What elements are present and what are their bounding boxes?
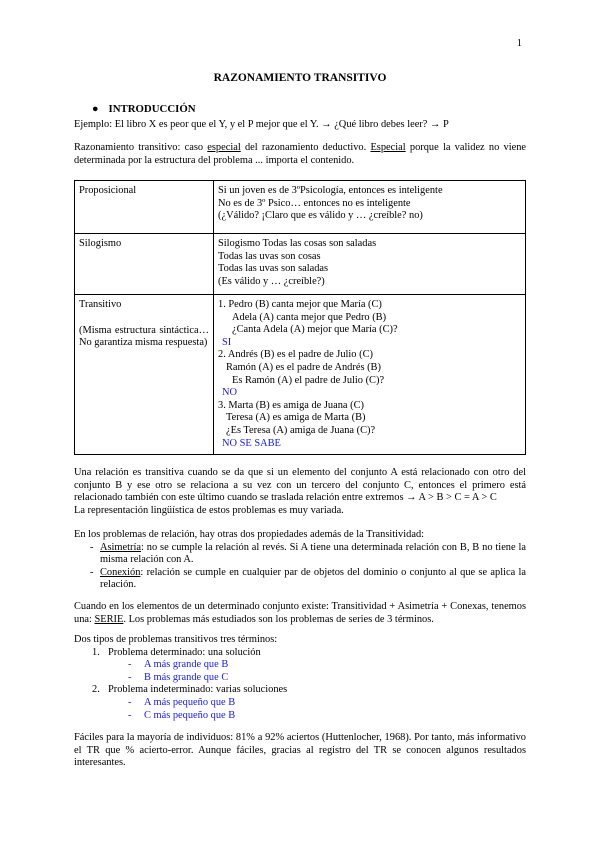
table-label-text: Transitivo xyxy=(79,299,122,310)
section-title: INTRODUCCIÓN xyxy=(108,103,196,115)
section-heading xyxy=(92,103,196,116)
table-line: Todas las uvas son cosas xyxy=(218,250,321,262)
table-line: ¿Es Teresa (A) amiga de Juana (C)? xyxy=(226,424,376,436)
final-paragraph: Fáciles para la mayoría de individuos: 81% a 92% aciertos (Huttenlocher, 1968). Por tanto, más informativo el TR que % acierto-error. Aunque fáciles, gracias al registro del TR se conocen algunos resultados interesantes. xyxy=(74,732,526,769)
list-item: - A más pequeño que B xyxy=(128,696,236,708)
type-label: Problema determinado: una solución xyxy=(108,646,261,658)
properties-block xyxy=(74,529,526,592)
definition-emphasis: Especial xyxy=(370,142,406,153)
sub-item: B más grande que C xyxy=(144,671,229,683)
list-item: - C más pequeño que B xyxy=(128,709,236,721)
table-label: Silogismo xyxy=(75,234,214,295)
list-item xyxy=(74,684,526,697)
list-number: 2. xyxy=(92,684,100,696)
table-line: 3. Marta (B) es amiga de Juana (C) xyxy=(218,399,364,411)
table-note: (Misma estructura sintáctica… No garantiza misma respuesta) xyxy=(79,324,209,349)
table-line: (Es válido y … ¿creíble?) xyxy=(218,275,325,287)
list-item xyxy=(74,647,526,660)
definition-paragraph xyxy=(74,142,526,167)
property-term: Conexión xyxy=(100,566,141,578)
table-line: No es de 3º Psico… entonces no es inteligente xyxy=(218,197,411,209)
page-number: 1 xyxy=(516,38,522,49)
series-text: Cuando en los elementos de un determinado conjunto existe: Transitividad + Asimetría + Conexas, tenemos una: xyxy=(74,601,526,625)
comparison-table xyxy=(74,180,526,455)
table-line: Adela (A) canta mejor que Pedro (B) xyxy=(232,311,387,323)
property-text: : relación se cumple en cualquier par de objetos del dominio o conjunto al que se aplica la relación. xyxy=(100,566,526,591)
table-cell xyxy=(214,234,526,295)
definition-emphasis: especial xyxy=(207,142,241,153)
answer-label: SI xyxy=(222,336,232,348)
types-intro: Dos tipos de problemas transitivos tres términos: xyxy=(74,634,278,645)
sub-item: C más pequeño que B xyxy=(144,709,236,721)
list-item: - A más grande que B xyxy=(128,659,229,671)
table-label xyxy=(75,295,214,455)
list-item: - Asimetría: no se cumple la relación al revés. Si A tiene una determinada relación con B, B no tiene la misma relación con A. xyxy=(90,541,526,566)
type-label: Problema indeterminado: varias soluciones xyxy=(108,684,288,696)
list-number: 1. xyxy=(92,646,100,658)
series-paragraph xyxy=(74,601,526,626)
table-line: 2. Andrés (B) es el padre de Julio (C) xyxy=(218,349,373,361)
example-line: Ejemplo: El libro X es peor que el Y, y el P mejor que el Y. → ¿Qué libro debes leer? → P xyxy=(74,119,449,130)
relation-paragraph: Una relación es transitiva cuando se da que si un elemento del conjunto A está relacionado con otro del conjunto B y ese otro se relaciona a su vez con un tercero del conjunto C, entonces el primero está relacionado también con este último cuando se traslada relación entre extremos → A > B > C = A > C xyxy=(74,467,526,504)
definition-text: del razonamiento deductivo. xyxy=(240,142,371,153)
list-item: - Conexión: relación se cumple en cualquier par de objetos del dominio o conjunto al que se aplica la relación. xyxy=(90,566,526,591)
table-row xyxy=(75,181,526,234)
definition-text: Razonamiento transitivo: caso xyxy=(74,142,208,153)
table-line: Teresa (A) es amiga de Marta (B) xyxy=(226,412,366,424)
table-line: Es Ramón (A) el padre de Julio (C)? xyxy=(232,374,385,386)
bullet-icon: ● xyxy=(92,103,99,115)
properties-intro: En los problemas de relación, hay otras dos propiedades además de la Transitividad: xyxy=(74,529,425,540)
list-item: - B más grande que C xyxy=(128,671,229,683)
table-line: Todas las uvas son saladas xyxy=(218,263,329,275)
table-line: Silogismo Todas las cosas son saladas xyxy=(218,238,377,249)
document-title: RAZONAMIENTO TRANSITIVO xyxy=(213,72,387,84)
types-block xyxy=(74,634,526,722)
representation-line: La representación lingüística de estos problemas es muy variada. xyxy=(74,505,344,516)
table-line: 1. Pedro (B) canta mejor que María (C) xyxy=(218,299,382,310)
table-line: Ramón (A) es el padre de Andrés (B) xyxy=(226,361,381,373)
table-label: Proposicional xyxy=(75,181,214,234)
table-line: Si un joven es de 3ºPsicología, entonces es inteligente xyxy=(218,185,443,196)
sub-item: A más grande que B xyxy=(144,659,229,671)
property-term: Asimetría xyxy=(100,541,141,553)
table-cell xyxy=(214,181,526,234)
definition-text: porque la validez no viene determinada por la estructura del problema ... importa el contenido. xyxy=(74,142,527,166)
sub-item: A más pequeño que B xyxy=(144,696,236,708)
table-row xyxy=(75,234,526,295)
table-row xyxy=(75,295,526,455)
answer-label: NO SE SABE xyxy=(222,437,281,449)
table-cell xyxy=(214,295,526,455)
answer-label: NO xyxy=(222,387,238,399)
table-line: ¿Canta Adela (A) mejor que María (C)? xyxy=(232,324,398,336)
series-term: SERIE xyxy=(94,613,124,625)
series-text: . Los problemas más estudiados son los problemas de series de 3 términos. xyxy=(123,613,434,625)
table-line: (¿Válido? ¡Claro que es válido y … ¿creíble? no) xyxy=(218,210,423,222)
property-text: : no se cumple la relación al revés. Si A tiene una determinada relación con B, B no tiene la misma relación con A. xyxy=(100,541,526,566)
